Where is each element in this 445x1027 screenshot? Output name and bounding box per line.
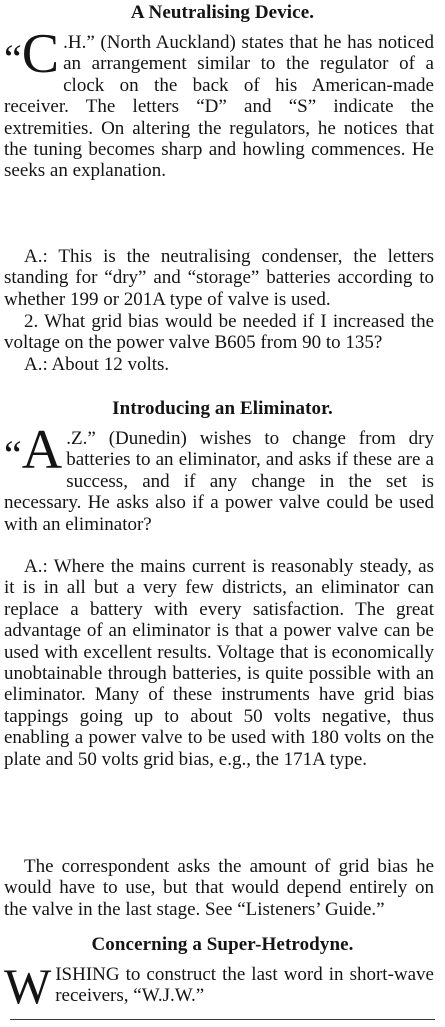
- section-heading-super-hetrodyne: Concerning a Super-Hetrodyne.: [91, 934, 354, 955]
- column-bottom-rule: [10, 1019, 435, 1020]
- section-2-answer-2: The correspondent asks the amount of grid bias he would have to use, but that would depend entirely on the valve in the last stage. See “Listeners’ Guide.”: [4, 856, 434, 920]
- drop-cap: W: [4, 958, 52, 1014]
- section-1-answer-1: A.: This is the neutralising condenser, the letters standing for “dry” and “storage” batteries according to whether 199 or 201A type of valve is used.: [4, 246, 434, 310]
- section-1-question-2: 2. What grid bias would be needed if I increased the voltage on the power valve B605 from 90 to 135?: [4, 311, 434, 354]
- section-heading-eliminator: Introducing an Eliminator.: [112, 398, 333, 419]
- question-text: ISHING to construct the last word in short-wave receivers, “W.J.W.”: [55, 964, 434, 1007]
- section-2-answer-1: A.: Where the mains current is reasonably steady, as it is in all but a very few districts, an eliminator can replace a battery with every satisfaction. The great advantage of an eliminator is that a power valve can be used with excellent results. Voltage that is economically unobtainable through batteries, is quite possible with an eliminator. Many of these instruments have grid bias tappings going up to about 50 volts negative, thus enabling a power valve to be used with 180 volts on the plate and 50 volts grid bias, e.g., the 171A type.: [4, 556, 434, 770]
- drop-cap: “A: [4, 419, 63, 481]
- section-3-question: [4, 958, 434, 1014]
- question-text: .Z.” (Dunedin) wishes to change from dry batteries to an eliminator, and asks if these are a success, and if any change in the set is necessary. He asks also if a power valve could be used with an eliminator?: [4, 428, 434, 535]
- section-1-question: [4, 23, 434, 182]
- section-2-question: [4, 419, 434, 535]
- question-text: .H.” (North Auckland) states that he has noticed an arrangement similar to the regulator of a clock on the back of his American-made receiver. The letters “D” and “S” indicate the extremities. On altering the regulators, he notices that the tuning becomes sharp and howling commences. He seeks an explanation.: [4, 32, 434, 182]
- section-heading-neutralising: A Neutralising Device.: [130, 2, 315, 23]
- section-1-answer-2: A.: About 12 volts.: [24, 354, 170, 375]
- drop-cap: “C: [4, 23, 60, 85]
